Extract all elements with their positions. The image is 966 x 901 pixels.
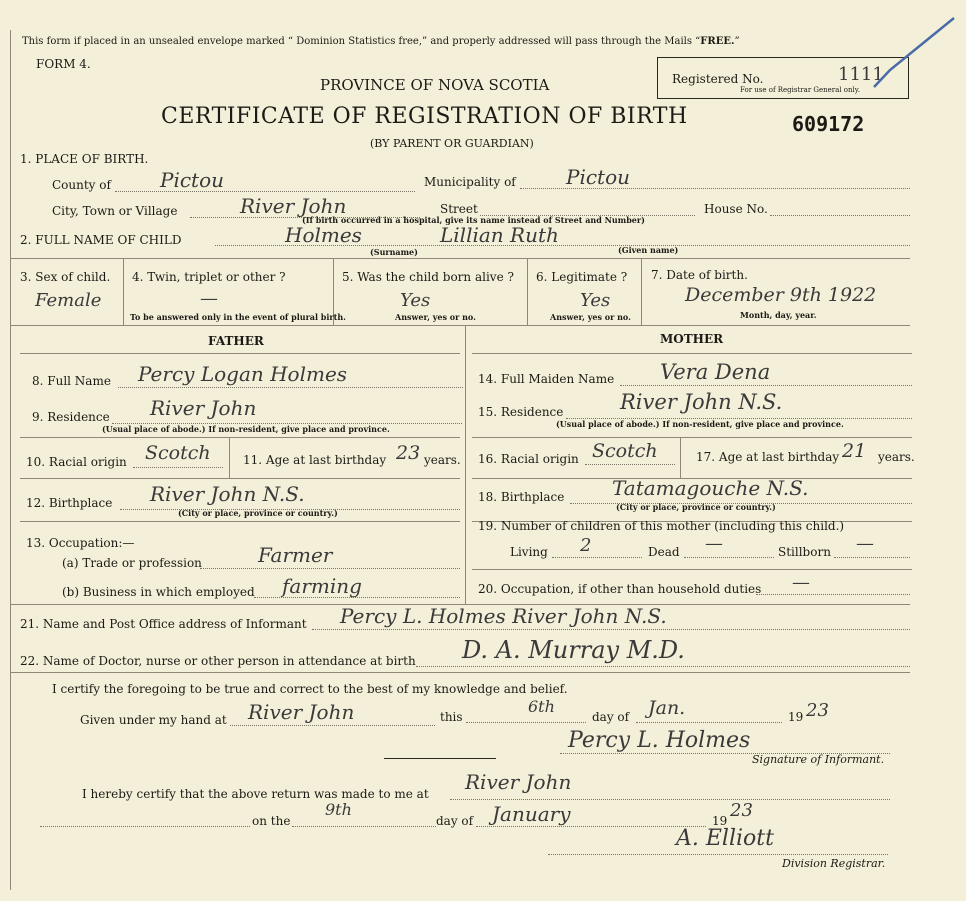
living-line: [552, 557, 642, 558]
dead-line: [684, 557, 774, 558]
trade-value: Farmer: [258, 543, 333, 567]
given-under-label: Given under my hand at: [80, 713, 227, 727]
trade-line: [200, 568, 460, 569]
father-age-value: 23: [396, 442, 421, 464]
mother-birthplace-value: Tatamagouche N.S.: [612, 476, 809, 500]
rule: [641, 258, 642, 325]
serial-number: 609172: [792, 112, 865, 136]
left-margin-rule: [10, 30, 11, 890]
rule: [465, 325, 466, 604]
month-line: [636, 722, 782, 723]
sex-label: 3. Sex of child.: [20, 270, 111, 284]
father-name-label: 8. Full Name: [32, 374, 111, 388]
on-day-value: 9th: [325, 800, 352, 819]
sex-value: Female: [35, 290, 102, 311]
mother-occupation-line: [756, 594, 910, 595]
child-given-name: Lillian Ruth: [440, 223, 559, 247]
day-of2-label: day of: [436, 814, 474, 828]
legitimate-caption: Answer, yes or no.: [550, 312, 631, 322]
month2-value: January: [492, 802, 571, 826]
father-racial-line: [133, 467, 223, 468]
mother-racial-label: 16. Racial origin: [478, 452, 579, 466]
city-value: River John: [240, 194, 347, 218]
month-value: Jan.: [648, 697, 686, 719]
informant-signature: Percy L. Holmes: [568, 728, 751, 753]
rule: [20, 478, 460, 479]
living-value: 2: [580, 535, 592, 556]
form-number: FORM 4.: [36, 57, 91, 71]
mother-name-line: [620, 385, 912, 386]
father-name-value: Percy Logan Holmes: [138, 362, 348, 386]
father-residence-label: 9. Residence: [32, 410, 110, 424]
mother-name-value: Vera Dena: [660, 360, 771, 384]
hospital-note: (If birth occurred in a hospital, give its name instead of Street and Number): [302, 215, 645, 225]
stillborn-label: Stillborn: [778, 545, 831, 559]
mother-age-label: 17. Age at last birthday: [696, 450, 840, 464]
child-name-label: 2. FULL NAME OF CHILD: [20, 233, 182, 247]
year-value: 23: [806, 700, 829, 721]
lead-line: [40, 826, 250, 827]
registrar-signature: A. Elliott: [676, 826, 774, 851]
father-birthplace-value: River John N.S.: [150, 482, 305, 506]
dead-label: Dead: [648, 545, 680, 559]
mother-occupation-label: 20. Occupation, if other than household duties: [478, 582, 762, 596]
given-place-value: River John: [248, 700, 355, 724]
municipality-value: Pictou: [566, 165, 631, 189]
year2-value: 23: [730, 800, 753, 821]
given-caption: (Given name): [618, 245, 679, 255]
dob-label: 7. Date of birth.: [651, 268, 748, 282]
informant-label: 21. Name and Post Office address of Informant: [20, 617, 307, 631]
return-place-line: [450, 799, 890, 800]
stillborn-value: —: [856, 533, 874, 554]
children-label: 19. Number of children of this mother (including this child.): [478, 519, 845, 533]
month2-line: [476, 826, 706, 827]
document-title: CERTIFICATE OF REGISTRATION OF BIRTH: [161, 104, 688, 129]
county-value: Pictou: [160, 168, 225, 192]
alive-value: Yes: [400, 290, 431, 311]
father-years: years.: [424, 453, 461, 467]
rule: [10, 672, 910, 673]
rule: [527, 258, 528, 325]
business-label: (b) Business in which employed: [62, 585, 255, 599]
checkmark-icon: [870, 12, 960, 92]
document-subtitle: (BY PARENT OR GUARDIAN): [370, 137, 534, 150]
doctor-value: D. A. Murray M.D.: [462, 636, 685, 664]
doctor-line: [416, 666, 910, 667]
registered-value: 1111: [838, 64, 884, 85]
legitimate-value: Yes: [580, 290, 611, 311]
father-name-line: [118, 387, 463, 388]
mother-heading: MOTHER: [660, 332, 724, 346]
alive-caption: Answer, yes or no.: [395, 312, 476, 322]
mother-residence-value: River John N.S.: [620, 390, 783, 414]
registrar-use-note: For use of Registrar General only.: [740, 86, 860, 94]
rule: [10, 325, 910, 326]
registrar-caption: Division Registrar.: [782, 857, 886, 870]
father-occupation-label: 13. Occupation:—: [26, 536, 135, 550]
house-label: House No.: [704, 202, 768, 216]
day-value: 6th: [528, 697, 555, 716]
mother-racial-value: Scotch: [592, 440, 658, 462]
rule: [229, 437, 230, 478]
municipality-label: Municipality of: [424, 175, 516, 189]
mother-racial-line: [585, 464, 675, 465]
mother-residence-label: 15. Residence: [478, 405, 564, 419]
twin-caption: To be answered only in the event of plural birth.: [130, 312, 346, 322]
on-day-line: [292, 826, 436, 827]
rule: [123, 258, 124, 325]
informant-value: Percy L. Holmes River John N.S.: [340, 604, 667, 628]
day-of-label: day of: [592, 710, 630, 724]
trade-label: (a) Trade or profession: [62, 556, 202, 570]
mother-residence-caption: (Usual place of abode.) If non-resident, give place and province.: [556, 419, 844, 429]
province-heading: PROVINCE OF NOVA SCOTIA: [320, 76, 550, 94]
father-birthplace-caption: (City or place, province or country.): [178, 508, 338, 518]
stillborn-line: [834, 557, 910, 558]
rule: [472, 569, 912, 570]
surname-caption: (Surname): [370, 247, 418, 257]
father-birthplace-label: 12. Birthplace: [26, 496, 113, 510]
rule: [20, 353, 460, 354]
county-label: County of: [52, 178, 111, 192]
father-racial-label: 10. Racial origin: [26, 455, 127, 469]
doctor-label: 22. Name of Doctor, nurse or other person in attendance at birth: [20, 654, 416, 668]
mother-name-label: 14. Full Maiden Name: [478, 372, 615, 386]
day-line: [466, 722, 586, 723]
twin-value: —: [200, 288, 218, 309]
father-age-label: 11. Age at last birthday: [243, 453, 387, 467]
street-label: Street: [440, 202, 478, 216]
dob-caption: Month, day, year.: [740, 310, 817, 320]
postage-notice: This form if placed in an unsealed envelope marked “ Dominion Statistics free,” and properly addressed will pass through the Mails “FREE.”: [22, 36, 740, 47]
father-residence-caption: (Usual place of abode.) If non-resident, give place and province.: [102, 424, 390, 434]
rule: [10, 258, 910, 259]
mother-birthplace-label: 18. Birthplace: [478, 490, 565, 504]
certify-statement: I certify the foregoing to be true and correct to the best of my knowledge and belief.: [52, 682, 568, 696]
child-surname: Holmes: [285, 223, 362, 247]
dead-value: —: [705, 533, 723, 554]
mother-birthplace-caption: (City or place, province or country.): [616, 502, 776, 512]
informant-signature-caption: Signature of Informant.: [752, 753, 885, 766]
father-residence-value: River John: [150, 396, 257, 420]
given-place-line: [230, 725, 435, 726]
this-label: this: [440, 710, 463, 724]
divider-rule: [384, 758, 496, 759]
house-line: [770, 215, 910, 216]
rule: [472, 353, 912, 354]
rule: [20, 521, 460, 522]
city-label: City, Town or Village: [52, 204, 178, 218]
place-of-birth-heading: 1. PLACE OF BIRTH.: [20, 152, 149, 166]
business-value: farming: [282, 574, 362, 598]
return-statement: I hereby certify that the above return was made to me at: [82, 787, 429, 801]
informant-line: [312, 629, 910, 630]
year-prefix: 19: [788, 710, 804, 724]
registered-label: Registered No.: [672, 72, 764, 86]
registrar-signature-line: [548, 854, 888, 855]
rule: [680, 437, 681, 478]
legitimate-label: 6. Legitimate ?: [536, 270, 628, 284]
alive-label: 5. Was the child born alive ?: [342, 270, 514, 284]
rule: [472, 437, 912, 438]
living-label: Living: [510, 545, 548, 559]
father-racial-value: Scotch: [145, 442, 211, 464]
dob-value: December 9th 1922: [685, 284, 877, 306]
on-the-label: on the: [252, 814, 291, 828]
father-heading: FATHER: [208, 334, 264, 348]
rule: [20, 437, 460, 438]
twin-label: 4. Twin, triplet or other ?: [132, 270, 286, 284]
mother-occupation-value: —: [792, 572, 810, 593]
mother-age-value: 21: [842, 440, 867, 462]
mother-years: years.: [878, 450, 915, 464]
year2-prefix: 19: [712, 814, 728, 828]
return-place-value: River John: [465, 770, 572, 794]
